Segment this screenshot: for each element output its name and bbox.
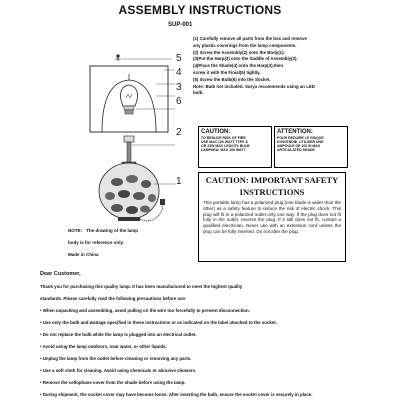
precaution-item: • During shipment, the socket cover may have become loose. After inserting the bulb, ensure the socket cover is securely in place. bbox=[40, 391, 313, 397]
callout-4: 4 bbox=[176, 67, 182, 78]
attention-label-heading: ATTENTION: bbox=[277, 128, 313, 135]
callout-1: 1 bbox=[176, 176, 182, 187]
step-line: bulb. bbox=[193, 90, 204, 96]
callout-2: 2 bbox=[176, 127, 182, 138]
customer-letter bbox=[40, 271, 396, 400]
letter-greeting: Dear Customer, bbox=[40, 271, 81, 277]
caution-label-line: OR 23W MAX LED/CFL BULB bbox=[201, 143, 250, 148]
safety-body: This portable lamp has a polarized plug (one blade is wider than the other) as a safety feature to reduce the risk of electric shock. This plug will fit in a polarized outlet only one way. If the plug does not fit fully in the outlet, reverse the plug. If it still does not fit, contact a qualified electrician. Never use with an extension cord unless the plug can be fully inserted. Do not alter the plug. bbox=[203, 200, 341, 234]
attention-label-line: AMPOULE DE 100 W MAX bbox=[277, 143, 321, 148]
lamp-diagram bbox=[80, 44, 190, 224]
safety-subheading: INSTRUCTIONS bbox=[239, 187, 305, 197]
origin-note: Made in China bbox=[68, 252, 99, 257]
caution-label-heading: CAUTION: bbox=[201, 128, 231, 135]
precaution-item: • Do not replace the bulb while the lamp is plugged into an electrical outlet. bbox=[40, 331, 197, 337]
step-line: (2) Screw the Assembly(2) onto the Body(1). bbox=[193, 49, 285, 55]
safety-heading: CAUTION: IMPORTANT SAFETY bbox=[205, 175, 339, 185]
precaution-item: • When unpacking and assembling, avoid pulling on the wire too forcefully to prevent disconnection. bbox=[40, 307, 250, 313]
wattage-caution-label bbox=[198, 126, 272, 168]
step-line: (5) Screw the Bulb(6) into the Socket. bbox=[193, 76, 271, 82]
safety-instructions-box bbox=[198, 172, 346, 262]
step-line: (1) Carefully remove all parts from the box and remove bbox=[193, 36, 307, 41]
drawing-note: NOTE： The drawing of the lamp bbox=[68, 228, 139, 233]
precaution-item: • Use a soft cloth for cleaning. Avoid using chemicals or abrasive cleaners. bbox=[40, 367, 197, 373]
precaution-item: • Unplug the lamp from the outlet before cleaning or removing any parts. bbox=[40, 355, 192, 361]
attention-label-line: POUR REDUIRE LE RISQUE bbox=[277, 135, 324, 140]
model-number: SUP-001 bbox=[168, 22, 193, 28]
page-title: ASSEMBLY INSTRUCTIONS bbox=[118, 3, 282, 17]
letter-paragraph: standards. Please carefully read the following precautions before use: bbox=[40, 295, 187, 301]
caution-label-line: LAMPARA: MAX 100 WATT bbox=[201, 148, 246, 153]
step-line: screw it with the Finial(5) tightly. bbox=[193, 69, 261, 75]
callout-3: 3 bbox=[176, 82, 182, 93]
lamp-body-icon bbox=[99, 163, 159, 221]
drawing-note-2: body is for reference only. bbox=[68, 240, 124, 245]
precaution-item: • Avoid using the lamp outdoors, near water, or other liquids. bbox=[40, 343, 167, 349]
wattage-attention-label bbox=[274, 126, 348, 168]
plug-icon bbox=[160, 199, 165, 205]
callout-5: 5 bbox=[176, 53, 182, 64]
precaution-item: • Use only the bulb and wattage specified in these instructions or as indicated on the label attached to the socket. bbox=[40, 319, 277, 325]
caution-label-line: USE MAX 100 WATT TYPE A bbox=[201, 139, 248, 144]
step-line: (4)Place the Shade(4) onto the Harp(3),then bbox=[193, 63, 284, 69]
step-line: (3)Put the Harp(3) onto the Saddle of Assembly(2). bbox=[193, 56, 298, 62]
caution-label-line: TO REDUCE RISK OF FIRE, bbox=[201, 135, 247, 140]
callout-6: 6 bbox=[176, 96, 182, 107]
socket-assembly-icon bbox=[122, 136, 136, 166]
step-line: Note: Bulb not included. Surya recommends using an LED bbox=[193, 83, 315, 89]
precaution-item: • Remove the cellophane cover from the shade before using the lamp. bbox=[40, 379, 186, 385]
attention-label-line: ARTICULATED SHADE bbox=[277, 148, 315, 153]
attention-label-line: D'INCENDIE, UTILISER UNE bbox=[277, 139, 324, 144]
letter-paragraph: Thank you for purchasing this quality lamp. It has been manufactured to meet the highest quality bbox=[40, 284, 243, 289]
assembly-steps bbox=[193, 36, 398, 97]
finial-icon bbox=[115, 54, 121, 61]
step-line: any plastic coverings from the lamp components. bbox=[193, 42, 297, 48]
